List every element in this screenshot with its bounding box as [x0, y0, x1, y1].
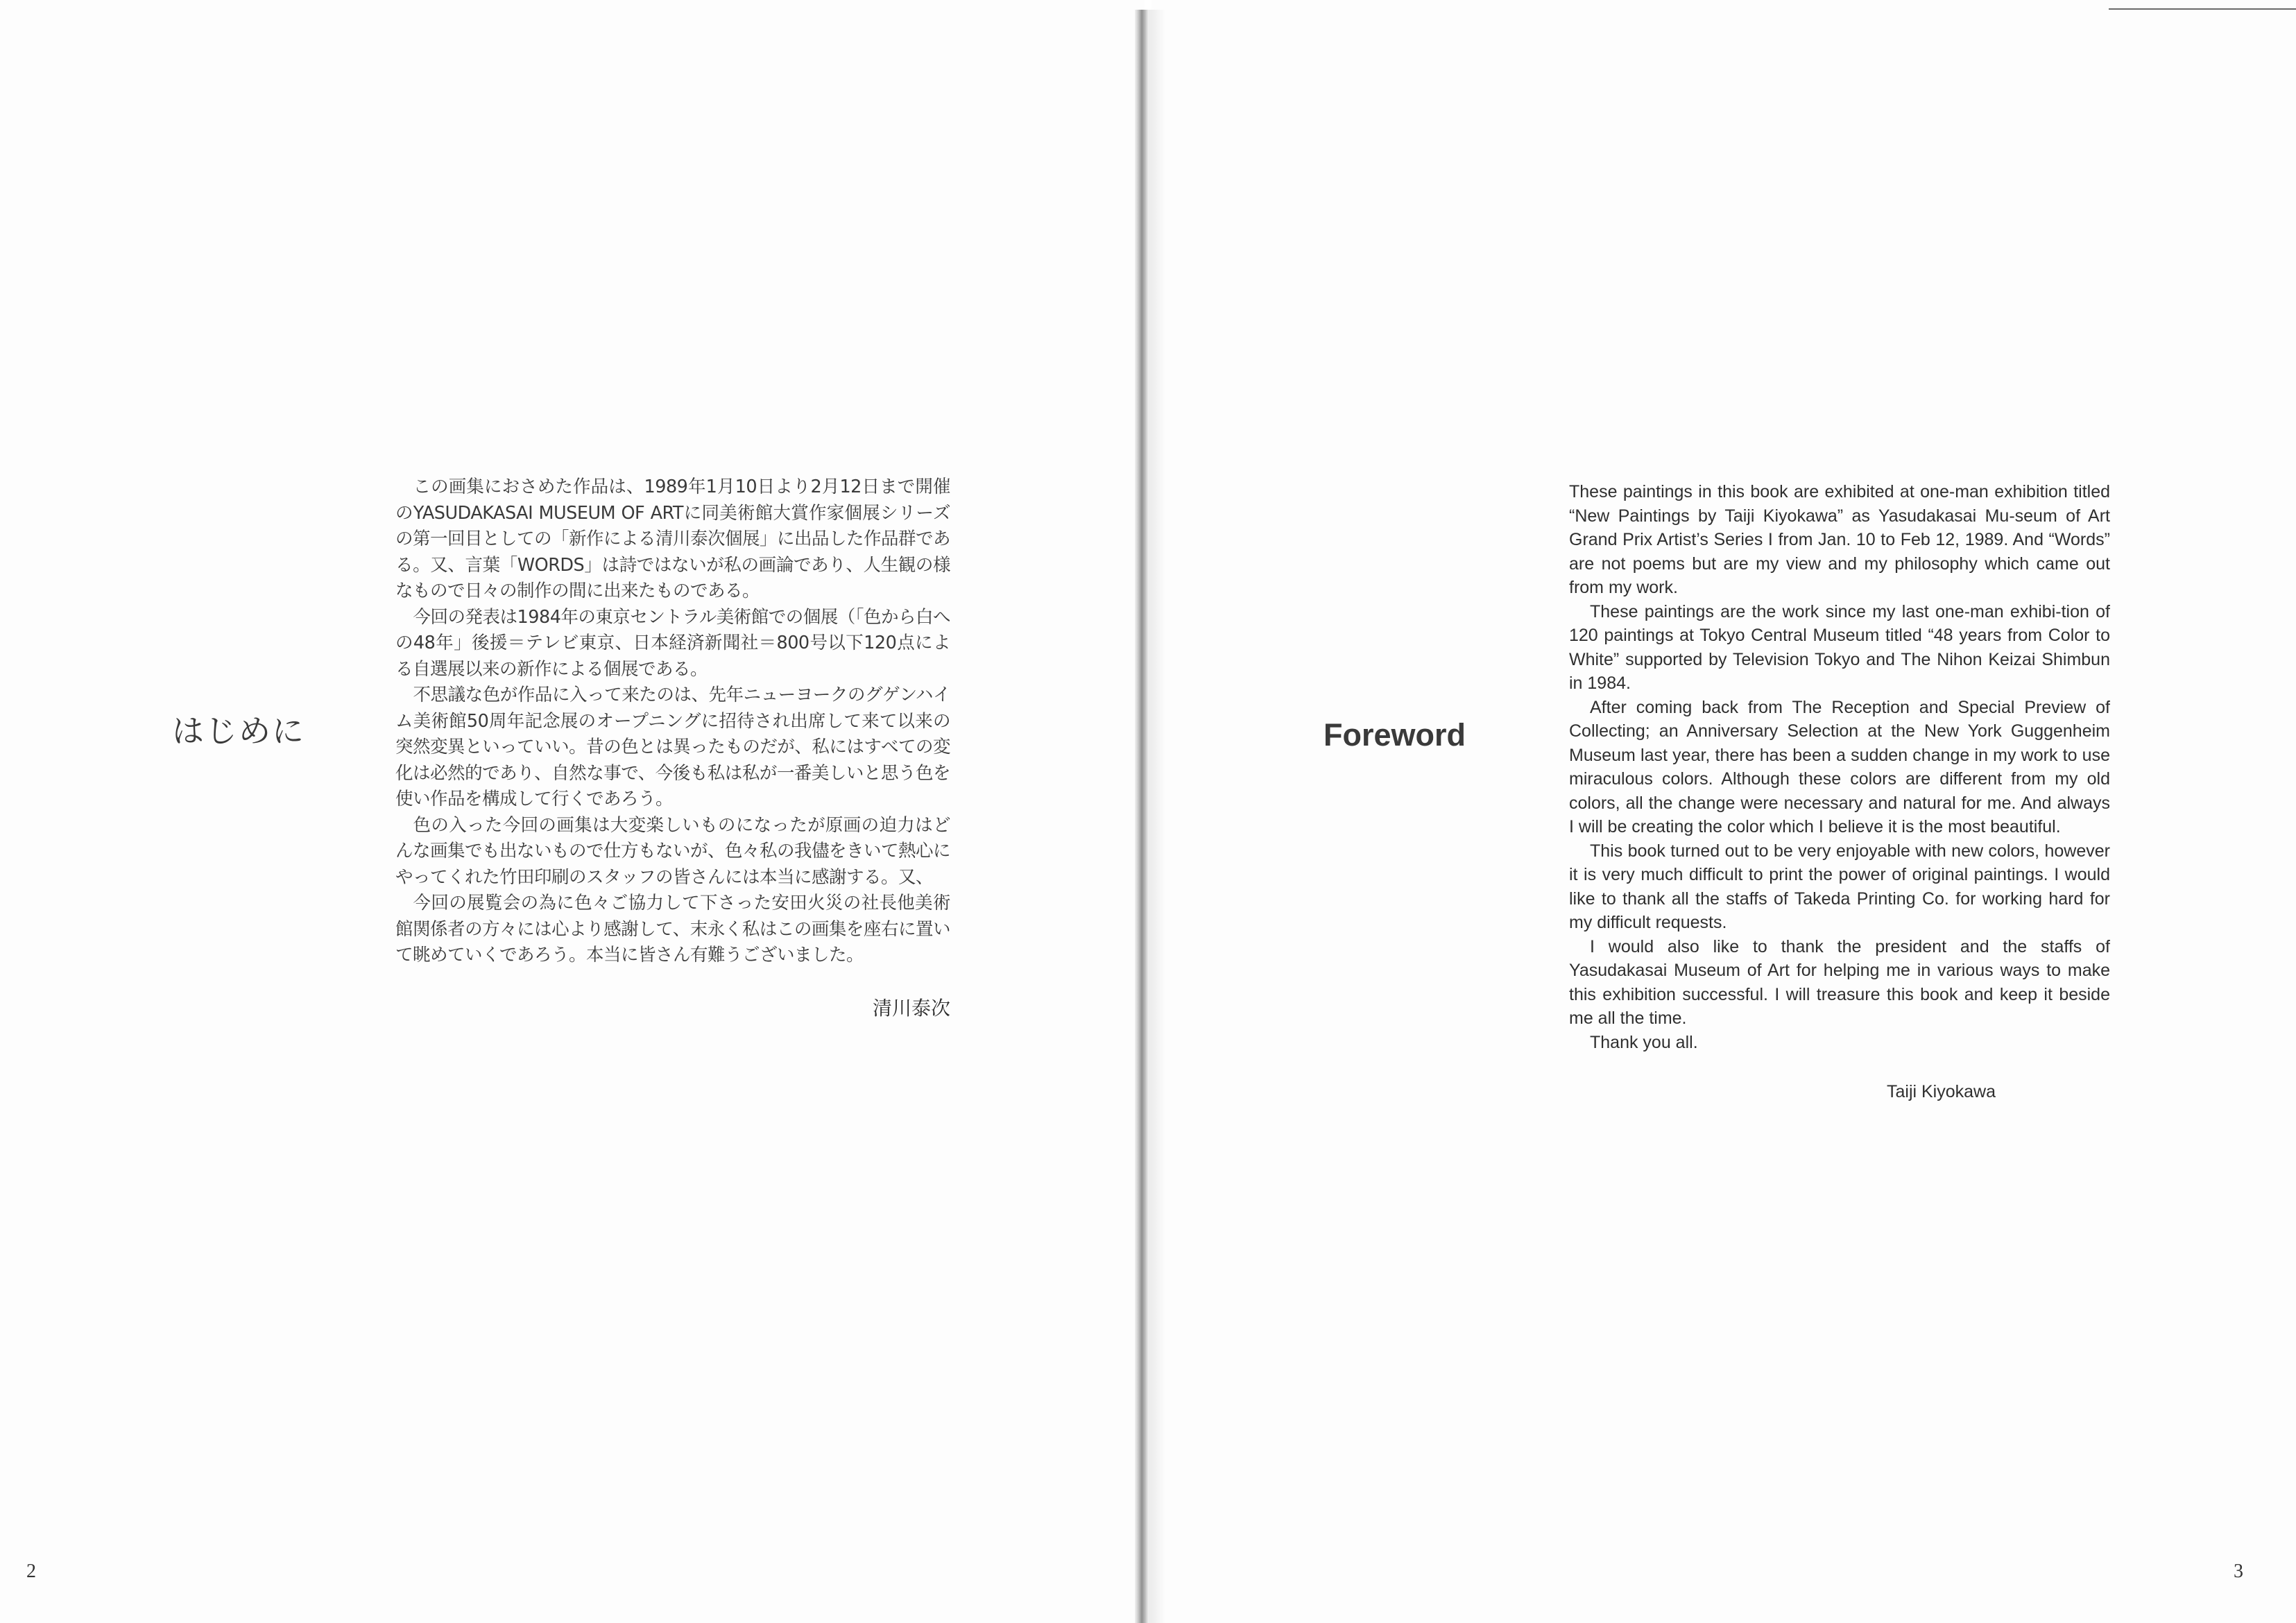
english-body	[1569, 480, 2110, 1054]
english-paragraph: These paintings are the work since my last one-man exhibi-tion of 120 paintings at Tokyo Central Museum titled “48 years from Color to White” supported by Television Tokyo and The Nihon Keizai Shimbun in 1984.	[1569, 601, 2110, 693]
japanese-heading: はじめに	[172, 712, 305, 750]
left-page	[0, 0, 1145, 1623]
japanese-signature: 清川泰次	[872, 997, 950, 1020]
english-signature: Taiji Kiyokawa	[1887, 1082, 1996, 1101]
page-number-left: 2	[26, 1561, 36, 1582]
japanese-paragraph: この画集におさめた作品は、1989年1月10日より2月12日まで開催のYASUDAKASAI MUSEUM OF ARTに同美術館大賞作家個展シリーズの第一回目としての「新作による清川泰次個展」に出品した作品群である。又、言葉「WORDS」は詩ではないが私の画論であり、人生観の様なもので日々の制作の間に出来たものである。	[395, 476, 951, 601]
page-edge-line	[2109, 8, 2296, 10]
english-paragraph: After coming back from The Reception and Special Preview of Collecting; an Anniversary Selection at the New York Guggenheim Museum last year, there has been a sudden change in my work to use miraculous colors. Although these colors are different from my old colors, all the change were necessary and natural for me. And always I will be creating the color which I believe it is the most beautiful.	[1569, 697, 2110, 836]
english-paragraph: I would also like to thank the president and the staffs of Yasudakasai Museum of Art for helping me in various ways to make this exhibition successful. I will treasure this book and keep it beside me all the time.	[1569, 936, 2110, 1028]
japanese-paragraph: 今回の展覧会の為に色々ご協力して下さった安田火災の社長他美術館関係者の方々には心より感謝して、末永く私はこの画集を座右に置いて眺めていくであろう。本当に皆さん有難うございました。	[395, 893, 950, 965]
japanese-paragraph: 不思議な色が作品に入って来たのは、先年ニューヨークのグゲンハイム美術館50周年記念展のオープニングに招待され出席して来て以来の突然変異といっていい。昔の色とは異ったものだが、私にはすべての変化は必然的であり、自然な事で、今後も私は私が一番美しいと思う色を使い作品を構成して行くであろう。	[395, 685, 950, 809]
japanese-paragraph: 今回の発表は1984年の東京セントラル美術館での個展（「色から白への48年」後援＝テレビ東京、日本経済新聞社＝800号以下120点による自選展以来の新作による個展である。	[395, 606, 950, 680]
page-number-right: 3	[2234, 1561, 2243, 1582]
book-gutter	[1135, 10, 1149, 1623]
japanese-body	[395, 474, 950, 969]
english-heading: Foreword	[1323, 717, 1466, 753]
english-paragraph: Thank you all.	[1590, 1032, 1698, 1052]
english-paragraph: This book turned out to be very enjoyable with new colors, however it is very much difficult to print the power of original paintings. I would like to thank all the staffs of Takeda Printing Co. for working hard for my difficult requests.	[1569, 841, 2110, 932]
gutter-shadow	[1149, 10, 1165, 1623]
english-paragraph: These paintings in this book are exhibited at one-man exhibition titled “New Paintings by Taiji Kiyokawa” as Yasudakasai Mu-seum of Art Grand Prix Artist’s Series I from Jan. 10 to Feb 12, 1989. And “Words” are not poems but are my view and my philosophy which came out from my work.	[1569, 482, 2110, 597]
japanese-paragraph: 色の入った今回の画集は大変楽しいものになったが原画の迫力はどんな画集でも出ないもので仕方もないが、色々私の我儘をきいて熱心にやってくれた竹田印刷のスタッフの皆さんには本当に感謝する。又、	[395, 814, 951, 888]
